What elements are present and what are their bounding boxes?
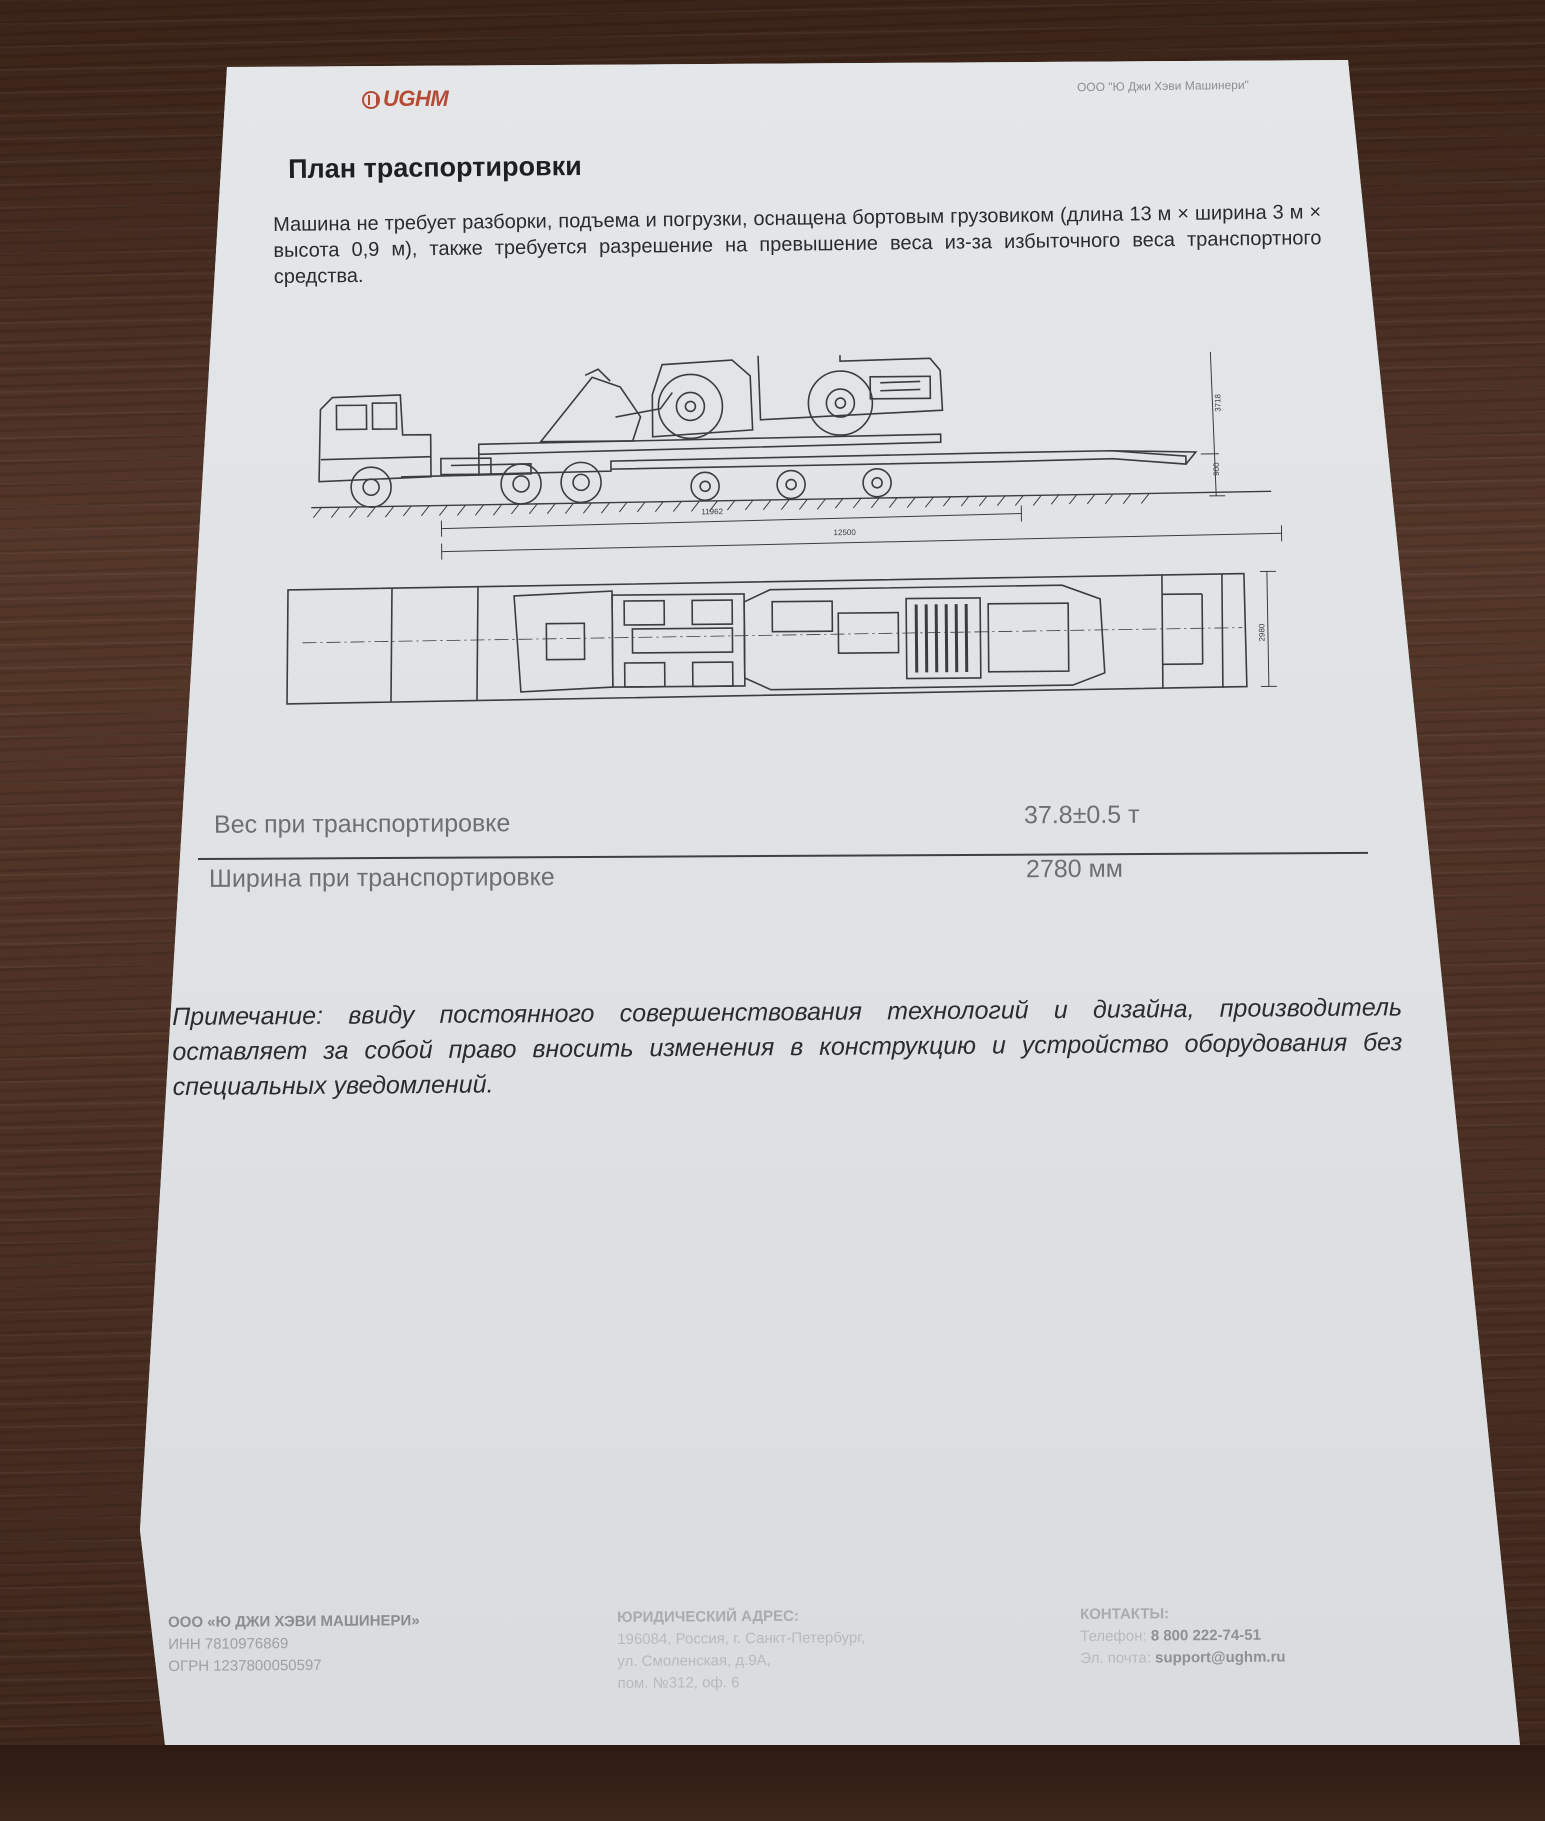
- spec-width-value: 2780 мм: [1025, 854, 1124, 884]
- footer-inn: ИНН 7810976869: [168, 1635, 289, 1653]
- footer-email-label: Эл. почта:: [1080, 1649, 1151, 1667]
- logo-text: UGHM: [383, 86, 449, 111]
- footer-ogrn: ОГРН 1237800050597: [168, 1656, 322, 1675]
- footer-company-name: ООО «Ю ДЖИ ХЭВИ МАШИНЕРИ»: [168, 1612, 420, 1631]
- dim-deck-height: 900: [1211, 462, 1222, 476]
- footer-address-line3: пом. №312, оф. 6: [617, 1674, 740, 1692]
- page-title: План траспортировки: [288, 150, 582, 184]
- ughm-logo: [362, 86, 448, 112]
- footer-email[interactable]: support@ughm.ru: [1155, 1648, 1286, 1667]
- footer-contacts-heading: КОНТАКТЫ:: [1080, 1605, 1170, 1623]
- footer-address-line2: ул. Смоленская, д.9А,: [617, 1651, 771, 1670]
- spec-weight-label: Вес при транспортировке: [213, 809, 511, 839]
- footer-contacts: [1080, 1603, 1286, 1670]
- dim-length-total: 12500: [833, 527, 856, 538]
- side-view: [310, 351, 1282, 561]
- header-company-name: ООО "Ю Джи Хэви Машинери": [1076, 77, 1249, 95]
- intro-paragraph: Машина не требует разборки, подъема и погрузки, оснащена бортовым грузовиком (длина 13 м × ширина 3 м × высота 0,9 м), также требуется разрешение на превышение веса из-за избыточного веса транспортного средства.: [273, 201, 1322, 288]
- footer-phone[interactable]: 8 800 222-74-51: [1150, 1626, 1261, 1645]
- footer-company: [168, 1610, 420, 1678]
- dim-height: 3718: [1213, 393, 1223, 412]
- footer-email-row: [1080, 1647, 1285, 1670]
- table-surface-edge: [0, 1745, 1545, 1821]
- dim-width: 2980: [1257, 623, 1267, 642]
- footer-address: [617, 1605, 865, 1695]
- transport-drawing: [280, 351, 1303, 740]
- dim-length-inner: 11962: [701, 507, 724, 517]
- disclaimer-note: Примечание: ввиду постоянного совершенствования технологий и дизайна, производитель оставляет за собой право вносить изменения в конструкцию и устройство оборудования без специальных уведомлений.: [172, 993, 1403, 1101]
- spec-width-label: Ширина при транспортировке: [208, 863, 555, 893]
- footer-address-line1: 196084, Россия, г. Санкт-Петербург,: [617, 1629, 866, 1648]
- footer-phone-row: [1080, 1625, 1285, 1648]
- top-view: [286, 571, 1277, 704]
- logo-emblem-icon: [362, 91, 380, 109]
- footer-address-heading: ЮРИДИЧЕСКИЙ АДРЕС:: [617, 1607, 800, 1626]
- spec-weight-value: 37.8±0.5 т: [1023, 800, 1140, 830]
- footer-phone-label: Телефон:: [1080, 1627, 1147, 1645]
